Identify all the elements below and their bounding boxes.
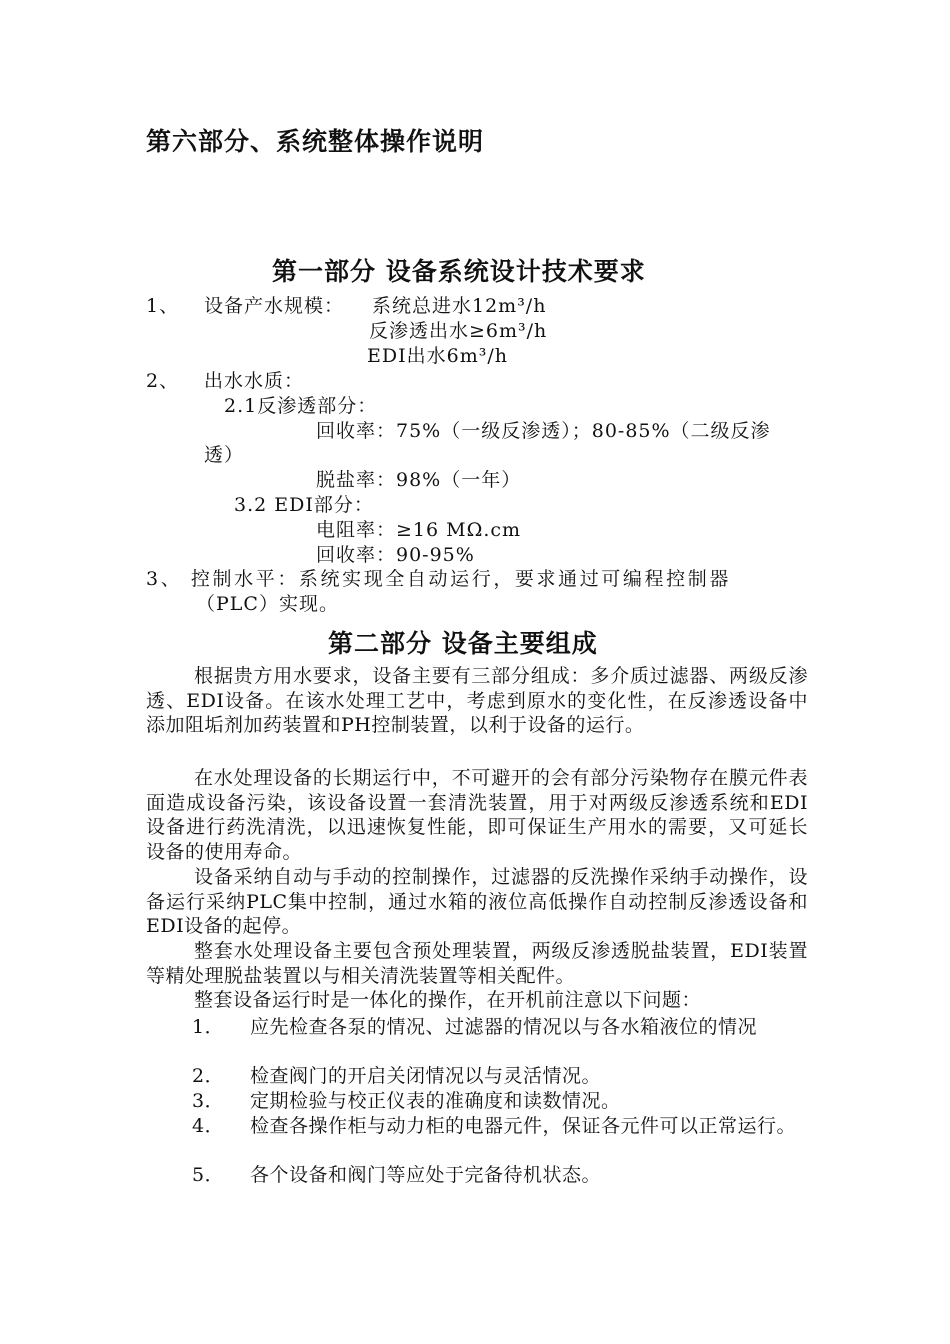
list-item-number: 2． (192, 1065, 225, 1087)
list-item-number: 1． (192, 1016, 225, 1038)
item1-value-ro: 反渗透出水≥6m³/h (369, 320, 548, 342)
sub21-label: 2.1反渗透部分： (224, 395, 378, 417)
list-item-text: 检查各操作柜与动力柜的电器元件，保证各元件可以正常运行。 (250, 1115, 797, 1137)
list-item-text: 定期检验与校正仪表的准确度和读数情况。 (250, 1090, 621, 1112)
ro-recovery-line2: 透） (204, 444, 245, 466)
item3-line1: 3、 控制水平：系统实现全自动运行，要求通过可编程控制器 (146, 568, 731, 590)
item2-number: 2、 (146, 370, 180, 392)
paragraph-3: 设备采纳自动与手动的控制操作，过滤器的反洗操作采纳手动操作，设备运行采纳PLC集中控制，通过水箱的液位高低操作自动控制反渗透设备和EDI设备的起停。 (146, 866, 808, 938)
paragraph-4: 整套水处理设备主要包含预处理装置，两级反渗透脱盐装置，EDI装置等精处理脱盐装置以与相关清洗装置等相关配件。 (146, 940, 808, 987)
item1-value-edi: EDI出水6m³/h (367, 345, 508, 367)
ro-desalt-rate: 脱盐率：98%（一年） (316, 469, 522, 491)
part2-heading: 第二部分 设备主要组成 (328, 629, 598, 658)
edi-recovery: 回收率：90-95% (316, 544, 475, 566)
part1-heading: 第一部分 设备系统设计技术要求 (272, 257, 646, 286)
item1-label: 设备产水规模： (204, 295, 345, 317)
list-item-number: 4． (192, 1115, 225, 1137)
item2-label: 出水水质： (204, 370, 305, 392)
paragraph-2: 在水处理设备的长期运行中，不可避开的会有部分污染物存在膜元件表面造成设备污染，该设备设置一套清洗装置，用于对两级反渗透系统和EDI设备进行药洗清洗，以迅速恢复性能，即可保证生产用水的需要，又可延长设备的使用寿命。 (146, 767, 808, 863)
sub32-label: 3.2 EDI部分： (234, 494, 374, 516)
ro-recovery-line1: 回收率：75%（一级反渗透）；80-85%（二级反渗 (316, 420, 771, 442)
item3-line2: （PLC）实现。 (196, 593, 339, 615)
edi-resistivity: 电阻率：≥16 MΩ.cm (316, 519, 522, 541)
paragraph-5: 整套设备运行时是一体化的操作，在开机前注意以下问题： (194, 989, 702, 1011)
list-item-number: 5． (192, 1164, 225, 1186)
list-item-text: 应先检查各泵的情况、过滤器的情况以与各水箱液位的情况 (250, 1016, 758, 1038)
list-item-text: 检查阀门的开启关闭情况以与灵活情况。 (250, 1065, 602, 1087)
paragraph-1: 根据贵方用水要求，设备主要有三部分组成：多介质过滤器、两级反渗透、EDI设备。在该水处理工艺中，考虑到原水的变化性，在反渗透设备中添加阻垢剂加药装置和PH控制装置，以利于设备的运行。 (146, 665, 808, 737)
item1-value-total: 系统总进水12m³/h (372, 295, 547, 317)
item1-number: 1、 (146, 295, 180, 317)
list-item-text: 各个设备和阀门等应处于完备待机状态。 (250, 1164, 602, 1186)
list-item-number: 3． (192, 1090, 225, 1112)
document-title: 第六部分、系统整体操作说明 (146, 127, 485, 156)
